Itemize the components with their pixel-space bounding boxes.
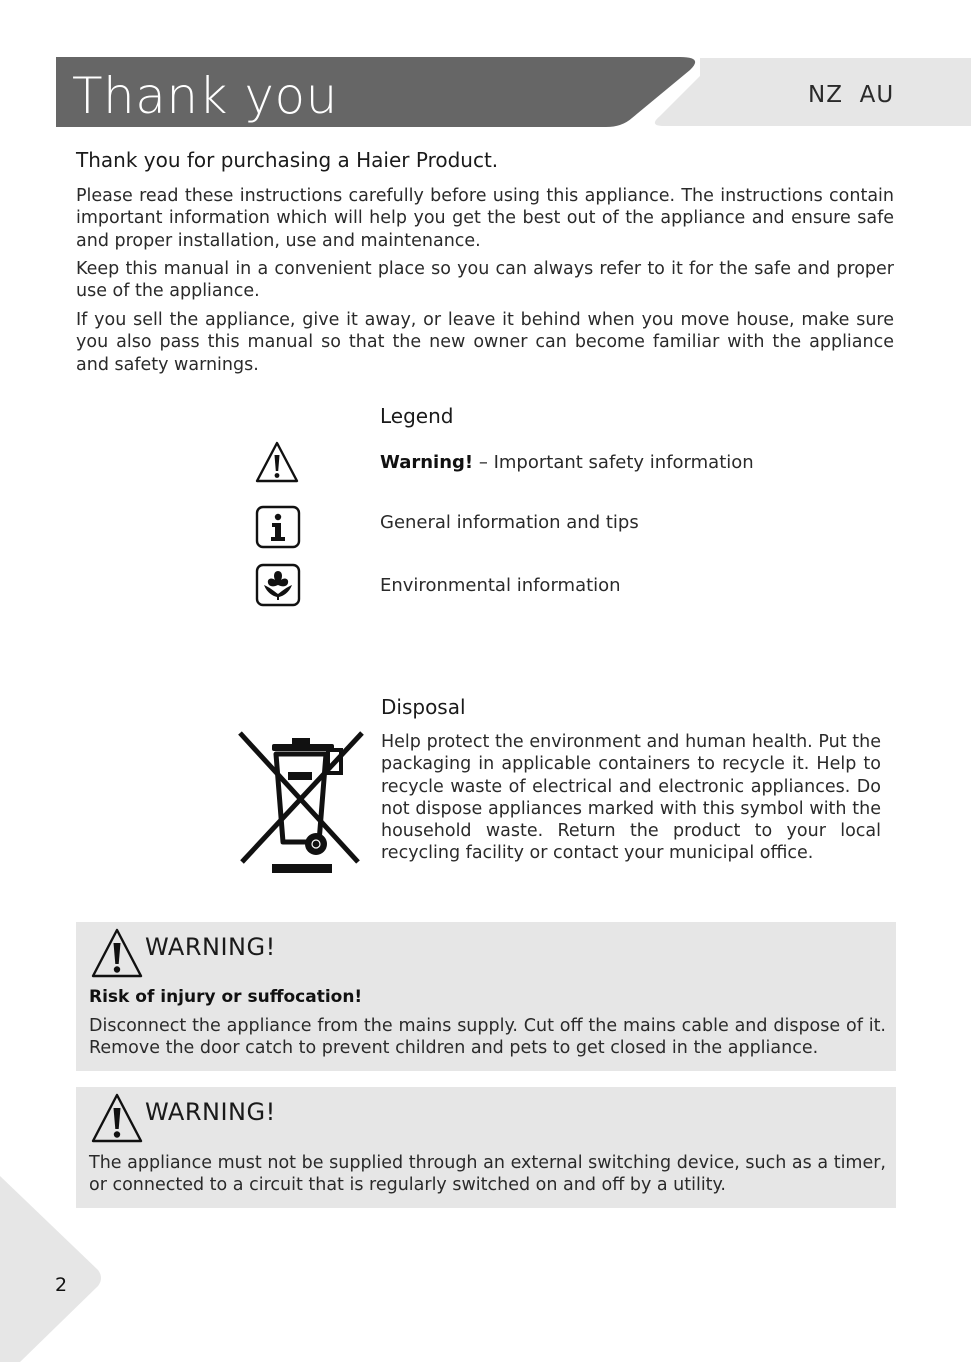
intro-paragraph-3: If you sell the appliance, give it away, or leave it behind when you move house, make sure you also pass this manual so that the new owner can become familiar with the appliance and safety warnings.: [76, 310, 894, 375]
legend-item-warning-bold: Warning!: [380, 452, 474, 473]
region-label: NZ AU: [808, 82, 895, 108]
intro-heading: Thank you for purchasing a Haier Product.: [76, 148, 499, 172]
page-number: 2: [55, 1274, 68, 1296]
warning-box-2: [76, 1087, 896, 1208]
page-title: Thank you: [72, 67, 338, 125]
legend-item-info-label: General information and tips: [380, 512, 639, 533]
environment-icon: [255, 563, 301, 607]
intro-paragraph-1: Please read these instructions carefully before using this appliance. The instructions contain important information which will help you get the best out of the appliance and ensure safe and proper installation, use and maintenance.: [76, 186, 894, 251]
warning-text: The appliance must not be supplied through an external switching device, such as a timer, or connected to a circuit that is regularly switched on and off by a utility.: [89, 1153, 886, 1196]
warning-triangle-icon: [254, 440, 300, 484]
legend-item-warning: [380, 452, 754, 473]
info-icon: [255, 505, 301, 549]
warning-triangle-icon: [90, 1092, 144, 1144]
warning-box-1: [76, 922, 896, 1071]
warning-subtitle: Risk of injury or suffocation!: [89, 987, 363, 1007]
footer-corner-shape: [0, 1170, 110, 1362]
crossed-out-wheelie-bin-icon: [236, 730, 366, 876]
disposal-text: Help protect the environment and human health. Put the packaging in applicable containers to recycle it. Help to recycle waste of electrical and electronic appliances. Do not dispose appliances marked with this symbol with the household waste. Return the product to your local recycling facility or contact your municipal office.: [381, 732, 881, 864]
disposal-heading: Disposal: [381, 695, 466, 719]
legend-item-warning-label: – Important safety information: [473, 452, 754, 473]
legend-heading: Legend: [380, 404, 454, 428]
warning-triangle-icon: [90, 927, 144, 979]
intro-paragraph-2: Keep this manual in a convenient place so you can always refer to it for the safe and proper use of the appliance.: [76, 259, 894, 302]
legend-item-environment-label: Environmental information: [380, 575, 621, 596]
warning-title: WARNING!: [145, 1098, 276, 1126]
warning-text: Disconnect the appliance from the mains supply. Cut off the mains cable and dispose of it. Remove the door catch to prevent children and pets to get closed in the appliance.: [89, 1016, 886, 1059]
warning-title: WARNING!: [145, 933, 276, 961]
